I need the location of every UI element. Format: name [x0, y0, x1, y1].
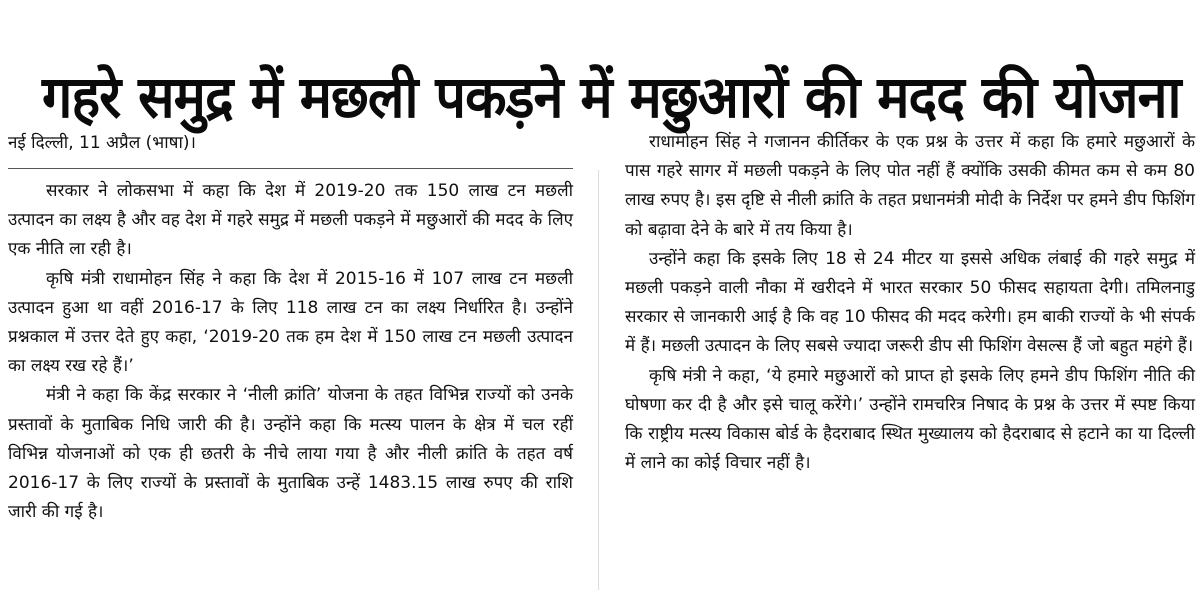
paragraph: सरकार ने लोकसभा में कहा कि देश में 2019-20 तक 150 लाख टन मछली उत्पादन का लक्ष्य है और वह देश में गहरे समुद्र में मछली पकड़ने में मछुआरों की मदद के लिए एक नीति ला रही है।: [8, 181, 573, 260]
paragraph: उन्होंने कहा कि इसके लिए 18 से 24 मीटर या इससे अधिक लंबाई की गहरे समुद्र में मछली पकड़ने वाली नौका में खरीदने में भारत सरकार 50 फीसद सहायता देगी। तमिलनाडु सरकार से जानकारी आई है कि वह 10 फीसद की मदद करेगी। हम बाकी राज्यों के भी संपर्क में हैं। मछली उत्पादन के लिए सबसे ज्यादा जरूरी डीप सी फिशिंग वेसल्स हैं जो बहुत महंगे हैं।: [625, 248, 1195, 357]
paragraph: कृषि मंत्री राधामोहन सिंह ने कहा कि देश में 2015-16 में 107 लाख टन मछली उत्पादन हुआ था वहीं 2016-17 के लिए 118 लाख टन का लक्ष्य निर्धारित है। उन्होंने प्रश्नकाल में उत्तर देते हुए कहा, ‘2019-20 तक हम देश में 150 लाख टन मछली उत्पादन का लक्ष्य रख रहे हैं।’: [8, 268, 573, 377]
paragraph: कृषि मंत्री ने कहा, ‘ये हमारे मछुआरों को प्राप्त हो इसके लिए हमने डीप फिशिंग नीति की घोषणा कर दी है और इसे चालू करेंगे।’ उन्होंने रामचरित्र निषाद के प्रश्न के उत्तर में स्पष्ट किया कि राष्ट्रीय मत्स्य विकास बोर्ड के हैदराबाद स्थित मुख्यालय को हैदराबाद से हटाने का या दिल्ली में लाने का कोई विचार नहीं है।: [625, 365, 1195, 474]
dateline: नई दिल्ली, 11 अप्रैल (भाषा)।: [8, 128, 573, 169]
left-column: [8, 128, 573, 527]
article-headline: गहरे समुद्र में मछली पकड़ने में मछुआरों की मदद की योजना: [42, 62, 1181, 131]
column-divider: [598, 170, 599, 590]
paragraph: मंत्री ने कहा कि केंद्र सरकार ने ‘नीली क्रांति’ योजना के तहत विभिन्न राज्यों को उनके प्रस्तावों के मुताबिक निधि जारी की है। उन्होंने कहा कि मत्स्य पालन के क्षेत्र में चल रहीं विभिन्न योजनाओं को एक ही छतरी के नीचे लाया गया है और नीली क्रांति के तहत वर्ष 2016-17 के लिए राज्यों के प्रस्तावों के मुताबिक उन्हें 1483.15 लाख रुपए की राशि जारी की गई है।: [8, 385, 573, 523]
right-column: [625, 128, 1195, 478]
paragraph: राधामोहन सिंह ने गजानन कीर्तिकर के एक प्रश्न के उत्तर में कहा कि हमारे मछुआरों के पास गहरे सागर में मछली पकड़ने के लिए पोत नहीं हैं क्योंकि उसकी कीमत कम से कम 80 लाख रुपए है। इस दृष्टि से नीली क्रांति के तहत प्रधानमंत्री मोदी के निर्देश पर हमने डीप फिशिंग को बढ़ावा देने के बारे में तय किया है।: [625, 132, 1195, 240]
